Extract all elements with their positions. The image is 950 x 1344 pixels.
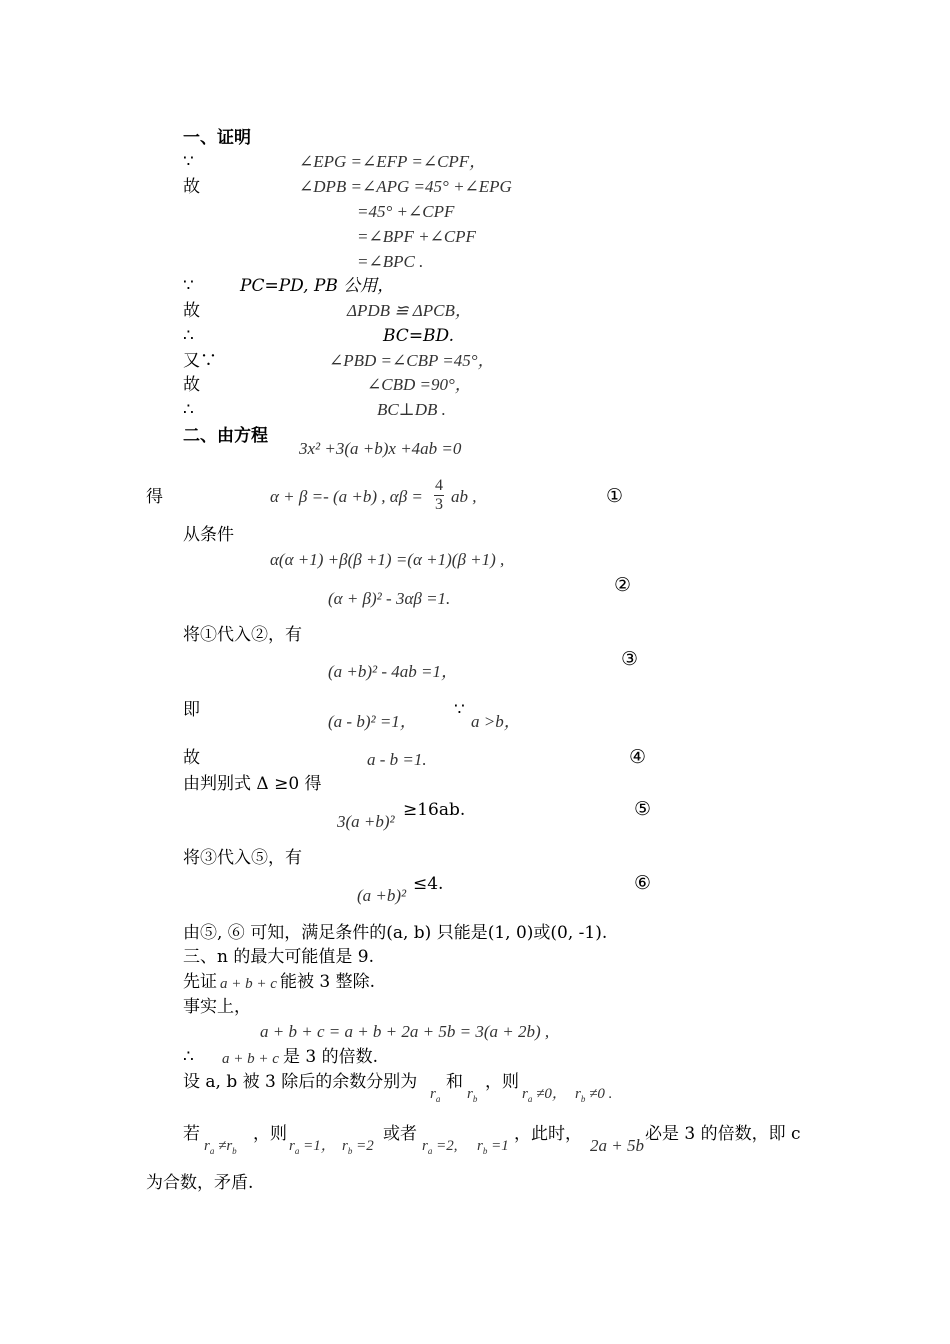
equation-line: (a - b)² =1， xyxy=(328,712,417,731)
step-text: 是 3 的倍数. xyxy=(283,1047,379,1067)
therefore-symbol: ∴ xyxy=(183,326,194,346)
step-text: ，则 xyxy=(485,1072,519,1092)
since-symbol: ∵ xyxy=(183,152,194,172)
vieta-formula: α + β =- (a +b) , αβ = xyxy=(270,487,423,506)
step-text: 由判别式 Δ ≥0 得 xyxy=(183,774,322,794)
equation-line: 3x² +3(a +b)x +4ab =0 xyxy=(299,439,462,458)
vieta-formula: ab , xyxy=(451,487,477,506)
conclusion: 由⑤, ⑥ 可知，满足条件的(a, b) 只能是(1, 0)或(0, -1). xyxy=(183,923,608,943)
step-text: 设 a, b 被 3 除后的余数分别为 xyxy=(183,1072,418,1092)
remainder-rb: $r_b \ne 0$ . xyxy=(575,1086,613,1104)
since-symbol: ∵ xyxy=(183,276,194,296)
step-text: 先证 xyxy=(183,972,217,992)
hence-word: 故 xyxy=(183,748,200,768)
de-word: 得 xyxy=(146,487,163,507)
equation-inline: $r_a =1$， xyxy=(289,1138,336,1156)
statement: BC=BD. xyxy=(383,326,454,346)
since-symbol: 又∵ xyxy=(183,351,217,371)
marker-1: ① xyxy=(606,485,624,507)
equation-line: a >b， xyxy=(471,712,521,731)
step-text: 若 xyxy=(183,1124,200,1144)
since-symbol: ∵ xyxy=(454,700,465,720)
equation-line: =45° +∠CPF xyxy=(357,202,455,221)
equation-line: =∠BPC . xyxy=(357,252,424,271)
equation-inline: $r_a \ne r_b$ xyxy=(204,1138,237,1156)
equation-line: (a +b)² xyxy=(357,886,407,905)
equation-inline: $r_a =2$, xyxy=(422,1138,458,1156)
equation-line: ∠PBD =∠CBP =45°， xyxy=(329,351,495,370)
hence-word: 故 xyxy=(183,301,200,321)
ji-word: 即 xyxy=(183,700,200,720)
marker-4: ④ xyxy=(629,746,647,768)
hence-word: 故 xyxy=(183,177,200,197)
remainder-rb: $r_b$ xyxy=(467,1086,478,1104)
equation-inline: a + b + c xyxy=(222,1051,279,1067)
part3-title: 三、n 的最大可能值是 9. xyxy=(183,947,374,967)
therefore-symbol: ∴ xyxy=(183,1047,194,1067)
step-text: 能被 3 整除. xyxy=(280,972,376,992)
condition-word: 从条件 xyxy=(183,525,234,545)
equation-line: ∠CBD =90°， xyxy=(367,375,472,394)
equation-inline: a + b + c xyxy=(220,976,277,992)
equation-line: α(α +1) +β(β +1) =(α +1)(β +1) , xyxy=(270,550,505,569)
marker-5: ⑤ xyxy=(634,798,652,820)
remainder-ra: $r_a \ne 0$， xyxy=(522,1086,567,1104)
equation-line: ∠EPG =∠EFP =∠CPF， xyxy=(299,152,487,171)
part1-title: 一、证明 xyxy=(183,128,251,148)
step-text: ，此时， xyxy=(514,1124,582,1144)
remainder-ra: $r_a$ xyxy=(430,1086,441,1104)
equation-line: ≤4. xyxy=(413,874,444,894)
fraction xyxy=(434,477,444,514)
step-text: 或者 xyxy=(383,1124,417,1144)
step-text: 将③代入⑤，有 xyxy=(183,848,302,868)
equation-inline: $r_b =1$ xyxy=(477,1138,509,1156)
step-text: 将①代入②，有 xyxy=(183,625,302,645)
marker-6: ⑥ xyxy=(634,872,652,894)
equation-line: 3(a +b)² xyxy=(337,812,395,831)
equation-line: (α + β)² - 3αβ =1. xyxy=(328,589,451,608)
equation-line: =∠BPF +∠CPF xyxy=(357,227,476,246)
step-text: 和 xyxy=(446,1072,463,1092)
fraction-numerator: 4 xyxy=(435,477,443,494)
therefore-symbol: ∴ xyxy=(183,400,194,420)
equation-line: a - b =1. xyxy=(367,750,427,769)
marker-2: ② xyxy=(614,574,632,596)
equation-line: ≥16ab. xyxy=(403,800,466,820)
equation-line: a + b + c = a + b + 2a + 5b = 3(a + 2b) , xyxy=(260,1022,550,1041)
equation-inline: $r_b =2$ xyxy=(342,1138,374,1156)
step-text: ，则 xyxy=(253,1124,287,1144)
step-text: 必是 3 的倍数，即 c xyxy=(645,1124,801,1144)
step-text: 为合数，矛盾. xyxy=(146,1173,254,1193)
hence-word: 故 xyxy=(183,375,200,395)
part2-title: 二、由方程 xyxy=(183,426,268,446)
statement: PC=PD, PB 公用， xyxy=(240,276,395,296)
congruence: ΔPDB ≌ ΔPCB， xyxy=(347,301,472,320)
equation-inline: 2a + 5b xyxy=(590,1136,644,1155)
equation-line: ∠DPB =∠APG =45° +∠EPG xyxy=(299,177,512,196)
equation-line: BC⊥DB . xyxy=(377,400,446,419)
marker-3: ③ xyxy=(621,648,639,670)
equation-line: (a +b)² - 4ab =1， xyxy=(328,662,459,681)
fraction-denominator: 3 xyxy=(435,496,443,513)
step-text: 事实上， xyxy=(183,997,251,1017)
